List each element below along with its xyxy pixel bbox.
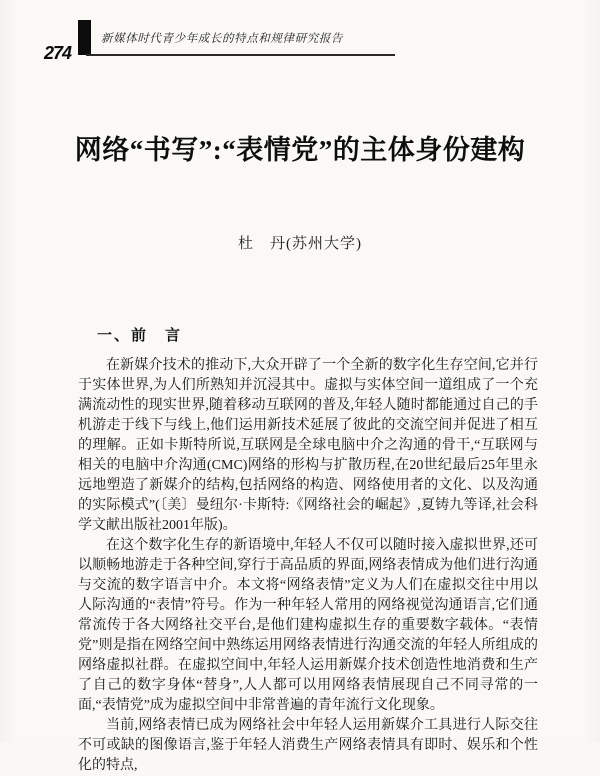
section-heading: 一、前 言 — [97, 327, 183, 344]
article-title: 网络“书写”:“表情党”的主体身份建构 — [74, 135, 526, 165]
article-body — [78, 356, 538, 776]
running-title: 新媒体时代青少年成长的特点和规律研究报告 — [101, 33, 343, 45]
author-line: 杜 丹(苏州大学) — [238, 236, 362, 252]
header-rule — [86, 54, 395, 56]
paragraph-2: 在这个数字化生存的新语境中,年轻人不仅可以随时接入虚拟世界,还可以顺畅地游走于各种空间,穿行于高品质的界面,网络表情成为他们进行沟通与交流的数字语言中介。本文将“网络表情”定义为人们在虚拟交往中用以人际沟通的“表情”符号。作为一种年轻人常用的网络视觉沟通语言,它们通常流传于各大网络社交平台,是他们建构虚拟生存的重要数字载体。“表情党”则是指在网络空间中熟练运用网络表情进行沟通交流的年轻人所组成的网络虚拟社群。在虚拟空间中,年轻人运用新媒介技术创造性地消费和生产了自己的数字身体“替身”,人人都可以用网络表情展现自己不同寻常的一面,“表情党”成为虚拟空间中非常普遍的青年流行文化现象。 — [78, 538, 538, 713]
paragraph-3: 当前,网络表情已成为网络社会中年轻人运用新媒介工具进行人际交往不可或缺的图像语言,鉴于年轻人消费生产网络表情具有即时、娱乐和个性化的特点, — [78, 718, 538, 773]
page-number: 274 — [44, 43, 72, 63]
paragraph-1: 在新媒介技术的推动下,大众开辟了一个全新的数字化生存空间,它并行于实体世界,为人们所熟知并沉浸其中。虚拟与实体空间一道组成了一个充满流动性的现实世界,随着移动互联网的普及,年轻人随时都能通过自己的手机游走于线下与线上,他们运用新技术延展了彼此的交流空间并促进了相互的理解。正如卡斯特所说,互联网是全球电脑中介之沟通的骨干,“互联网与相关的电脑中介沟通(CMC)网络的形构与扩散历程,在20世纪最后25年里永远地塑造了新媒介的结构,包括网络的构造、网络使用者的文化、以及沟通的实际模式”(〔美〕曼纽尔·卡斯特:《网络社会的崛起》,夏铸九等译,社会科学文献出版社2001年版)。 — [78, 358, 538, 533]
page-header — [0, 0, 600, 64]
header-bar-decoration — [78, 20, 91, 55]
